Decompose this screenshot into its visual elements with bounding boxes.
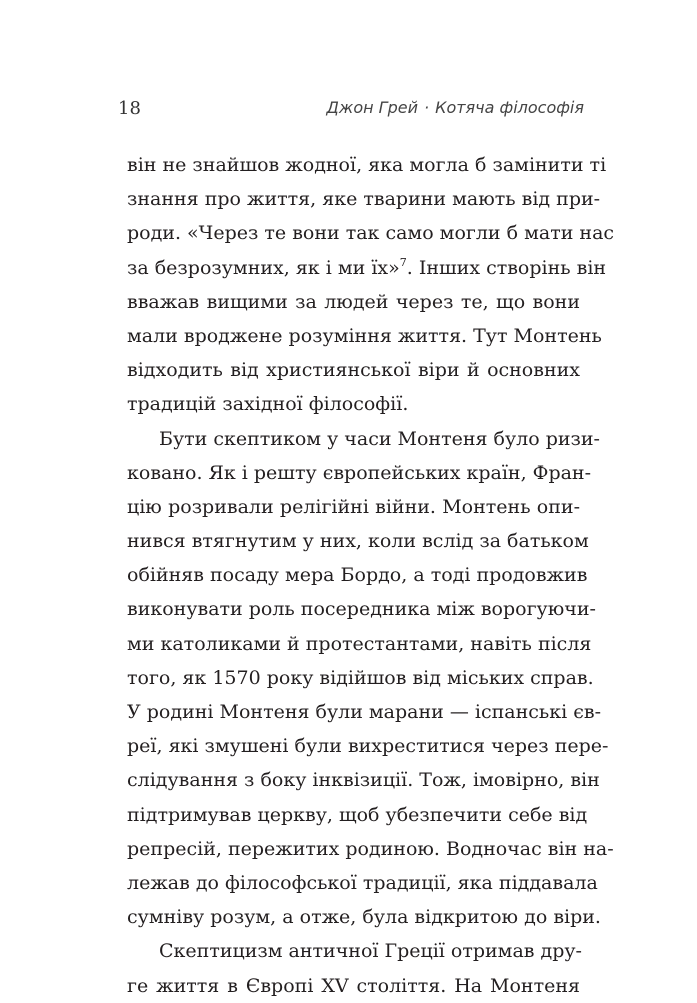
text-fragment: за безрозумних, як і ми їх» [127, 256, 400, 279]
text-line: підтримував церкву, щоб убезпечити себе від [127, 803, 588, 826]
text-fragment: . Інших створінь він [406, 256, 607, 279]
text-line: У родині Монтеня були марани — іспанські єв- [127, 701, 602, 723]
footnote-marker: 7 [399, 255, 407, 269]
text-line: Скептицизм античної Греції отримав дру- [159, 940, 582, 963]
running-head [326, 98, 584, 117]
text-line: ми католиками й протестантами, навіть після [127, 632, 592, 655]
text-line: нився втягнутим у них, коли вслід за батьком [127, 530, 589, 553]
text-line: традицій західної філософії. [127, 393, 409, 416]
text-line: обійняв посаду мера Бордо, а тоді продовжив [127, 564, 588, 587]
body-text [127, 148, 615, 1003]
running-head-author: Джон Грей [326, 98, 418, 117]
paragraph [127, 148, 615, 422]
text-line: репресій, пережитих родиною. Водночас він на- [127, 837, 614, 860]
text-line: роди. «Через те вони так само могли б мати нас [127, 222, 615, 245]
text-line: ге життя в Європі XV століття. На Монтеня [127, 974, 580, 997]
text-line: він не знайшов жодної, яка могла б замінити ті [127, 154, 607, 176]
text-line: слідування з боку інквізиції. Тож, імовірно, він [127, 769, 600, 792]
paragraph [127, 934, 580, 1002]
text-line: реї, які змушені були вихреститися через пере- [127, 735, 609, 758]
text-line: відходить від християнської віри й основних [127, 359, 580, 382]
text-line: ковано. Як і решту європейських країн, Фран- [127, 461, 592, 484]
text-line: сумніву розум, а отже, була відкритою до віри. [127, 906, 601, 929]
page-number: 18 [118, 98, 141, 119]
text-line: виконувати роль посередника між ворогуючи- [127, 598, 596, 621]
text-line: того, як 1570 року відійшов від міських справ. [127, 666, 594, 689]
text-line: лежав до філософської традиції, яка піддавала [127, 871, 598, 894]
text-line: цію розривали релігійні війни. Монтень опи- [127, 495, 580, 518]
paragraph [127, 422, 614, 935]
text-line: знання про життя, яке тварини мають від при- [127, 188, 601, 211]
text-line: вважав вищими за людей через те, що вони [127, 290, 580, 313]
text-line-with-footnote [127, 251, 607, 285]
running-head-separator: · [423, 98, 430, 117]
running-head-title: Котяча філософія [435, 98, 584, 117]
text-line: Бути скептиком у часи Монтеня було ризи- [159, 427, 600, 450]
text-line: мали вроджене розуміння життя. Тут Монтень [127, 324, 602, 347]
